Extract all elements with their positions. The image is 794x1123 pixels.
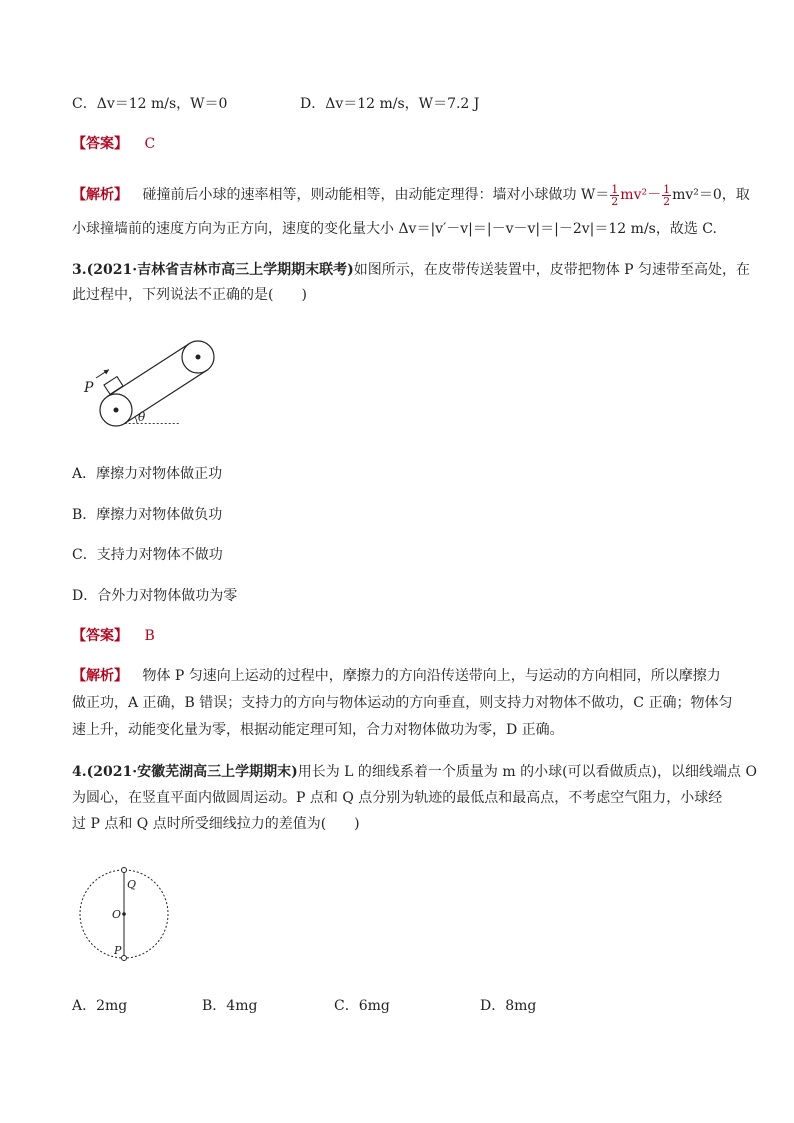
question-stem-line: 为圆心，在竖直平面内做圆周运动。P 点和 Q 点分别为轨迹的最低点和最高点，不考虑空气阻力，小球经 [72, 790, 723, 806]
question-stem [72, 260, 750, 280]
question-stem-line: 此过程中，下列说法不正确的是( ) [72, 287, 307, 303]
conveyor-belt-figure [80, 335, 230, 430]
analysis-text: 物体 P 匀速向上运动的过程中，摩擦力的方向沿传送带向上，与运动的方向相同，所以摩擦力 [142, 668, 721, 684]
fraction-denominator: 2 [611, 194, 619, 208]
question-source: (2021·安徽芜湖高三上学期期末) [86, 764, 298, 780]
circular-motion-figure [76, 862, 176, 966]
question-text: 用长为 L 的细线系着一个质量为 m 的小球(可以看做质点)，以细线端点 O [297, 764, 757, 780]
point-p [122, 956, 127, 961]
angle-arc [135, 417, 137, 424]
fraction-numerator: 1 [663, 182, 671, 196]
upper-pulley-axle [196, 355, 201, 360]
option-d: D．8mg [480, 998, 537, 1014]
answer-row [72, 626, 155, 646]
answer-label: 【答案】 [72, 628, 128, 644]
label-theta: θ [138, 410, 146, 424]
option-b: B．摩擦力对物体做负功 [72, 507, 223, 523]
lower-pulley-axle [114, 408, 119, 413]
analysis-label: 【解析】 [72, 187, 128, 203]
analysis-line [72, 182, 750, 208]
question-number: 3. [72, 262, 87, 278]
option-c: C．6mg [334, 998, 390, 1014]
analysis-label: 【解析】 [72, 668, 128, 684]
analysis-line: 做正功，A 正确，B 错误；支持力的方向与物体运动的方向垂直，则支持力对物体不做功，C 正确；物体匀 [72, 695, 733, 711]
block-p [104, 377, 123, 395]
point-q [122, 868, 127, 873]
option-a: A．摩擦力对物体做正功 [72, 466, 223, 482]
point-o [122, 912, 126, 916]
question-stem-line: 过 P 点和 Q 点时所受细线拉力的差值为( ) [72, 816, 360, 832]
label-o: O [112, 908, 122, 921]
fraction-denominator: 2 [663, 194, 671, 208]
belt-bottom [125, 370, 207, 423]
answer-value: B [144, 628, 155, 644]
option-c: C．支持力对物体不做功 [72, 547, 223, 563]
label-p: P [84, 380, 94, 396]
analysis-line: 速上升，动能变化量为零，根据动能定理可知，合力对物体做功为零，D 正确。 [72, 722, 564, 738]
fraction [662, 184, 671, 207]
label-q: Q [127, 878, 137, 891]
question-number: 4. [72, 764, 87, 780]
analysis-text: 碰撞前后小球的速率相等，则动能相等，由动能定理得：墙对小球做功 W＝ [142, 187, 610, 203]
analysis-text: mv²＝0，取 [672, 187, 750, 203]
question-stem [72, 762, 757, 782]
question-text: 如图所示，在皮带传送装置中，皮带把物体 P 匀速带至高处，在 [353, 262, 751, 278]
analysis-line: 小球撞墙前的速度方向为正方向，速度的变化量大小 Δv＝|v′－v|＝|－v－v|＝|－2v|＝12 m/s，故选 C. [72, 221, 717, 237]
option-d: D．合外力对物体做功为零 [72, 588, 238, 604]
answer-label: 【答案】 [72, 136, 128, 152]
analysis-line [72, 666, 721, 686]
fraction-numerator: 1 [611, 182, 619, 196]
answer-row [72, 134, 155, 154]
option-b: B．4mg [202, 998, 258, 1014]
option-c: C．Δv＝12 m/s，W＝0 [72, 96, 228, 112]
option-d: D．Δv＝12 m/s，W＝7.2 J [300, 96, 480, 112]
answer-value: C [144, 136, 156, 152]
analysis-text: mv²－ [620, 187, 662, 203]
option-a: A．2mg [72, 998, 128, 1014]
label-p: P [114, 944, 122, 957]
fraction [610, 184, 619, 207]
question-source: (2021·吉林省吉林市高三上学期期末联考) [86, 262, 354, 278]
